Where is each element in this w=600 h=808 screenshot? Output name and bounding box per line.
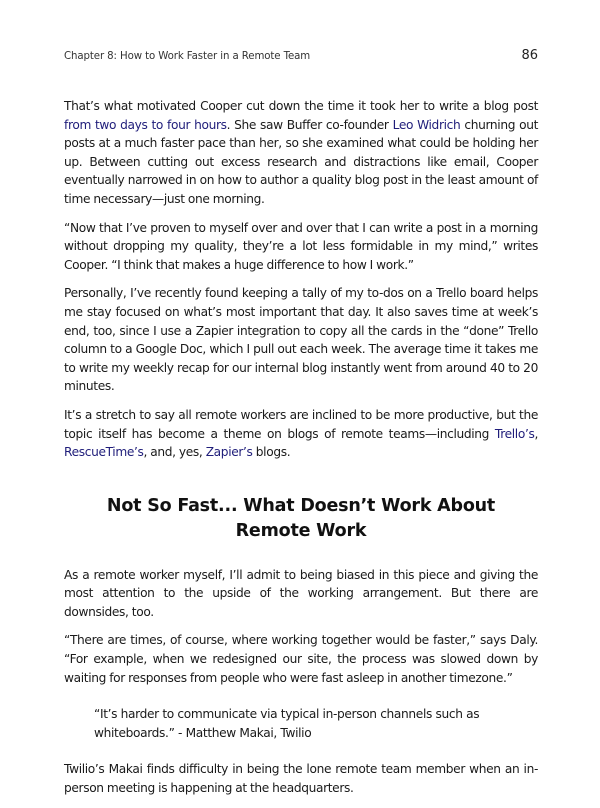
chapter-title: Chapter 8: How to Work Faster in a Remote Team — [64, 51, 311, 62]
section-heading: Not So Fast... What Doesn’t Work About Remote Work — [106, 495, 496, 541]
paragraph-cooper-quote: “Now that I’ve proven to myself over and over that I can write a post in a morning without dropping my quality, they’re a lot less formidable in my mind,” writes Cooper. “I think that makes a huge difference to how I work.” — [64, 220, 538, 272]
page-body — [64, 97, 538, 808]
pull-quote: “It’s harder to communicate via typical in-person channels such as whiteboards.” - Matthew Makai, Twilio — [94, 707, 480, 740]
paragraph-makai: Twilio’s Makai finds difficulty in being the lone remote team member when an in-person meeting is happening at the headquarters. — [64, 762, 538, 796]
link-leo-widrich[interactable]: Leo Widrich — [392, 117, 461, 132]
link-rescuetime[interactable]: RescueTime’s — [64, 445, 144, 460]
link-zapier[interactable]: Zapier’s — [205, 445, 253, 460]
link-trello[interactable]: Trello’s — [494, 426, 535, 441]
paragraph-biased: As a remote worker myself, I’ll admit to being biased in this piece and giving the most attention to the upside of the working arrangement. But there are downsides, too. — [64, 567, 538, 619]
page-number: 86 — [521, 48, 538, 63]
paragraph-daly: “There are times, of course, where working together would be faster,” says Daly. “For example, when we redesigned our site, the process was slowed down by waiting for responses from people who were fast asleep in another timezone.” — [64, 633, 538, 685]
link-two-days-four-hours[interactable]: from two days to four hours — [64, 117, 227, 132]
paragraph-cooper: That’s what motivated Cooper cut down the time it took her to write a blog post from two days to four hours. She saw Buffer co-founder Leo Widrich churning out posts at a much faster pace than her, so she examined what could be holding her up. Between cutting out excess research and distractions like email, Cooper eventually narrowed in on how to author a quality blog post in the least amount of time necessary—just one morning. — [64, 99, 539, 206]
page-header — [64, 48, 538, 63]
paragraph-stretch: It’s a stretch to say all remote workers are inclined to be more productive, but the topic itself has become a theme on blogs of remote teams—including Trello’s, RescueTime’s, and, yes, Zapier’s blogs. — [64, 407, 538, 460]
paragraph-trello: Personally, I’ve recently found keeping a tally of my to-dos on a Trello board helps me stay focused on what’s most important that day. It also saves time at week’s end, too, since I use a Zapier integration to copy all the cards in the “done” Trello column to a Google Doc, which I pull out each week. The average time it takes me to write my weekly recap for our internal blog instantly went from around 40 to 20 minutes. — [64, 286, 538, 394]
